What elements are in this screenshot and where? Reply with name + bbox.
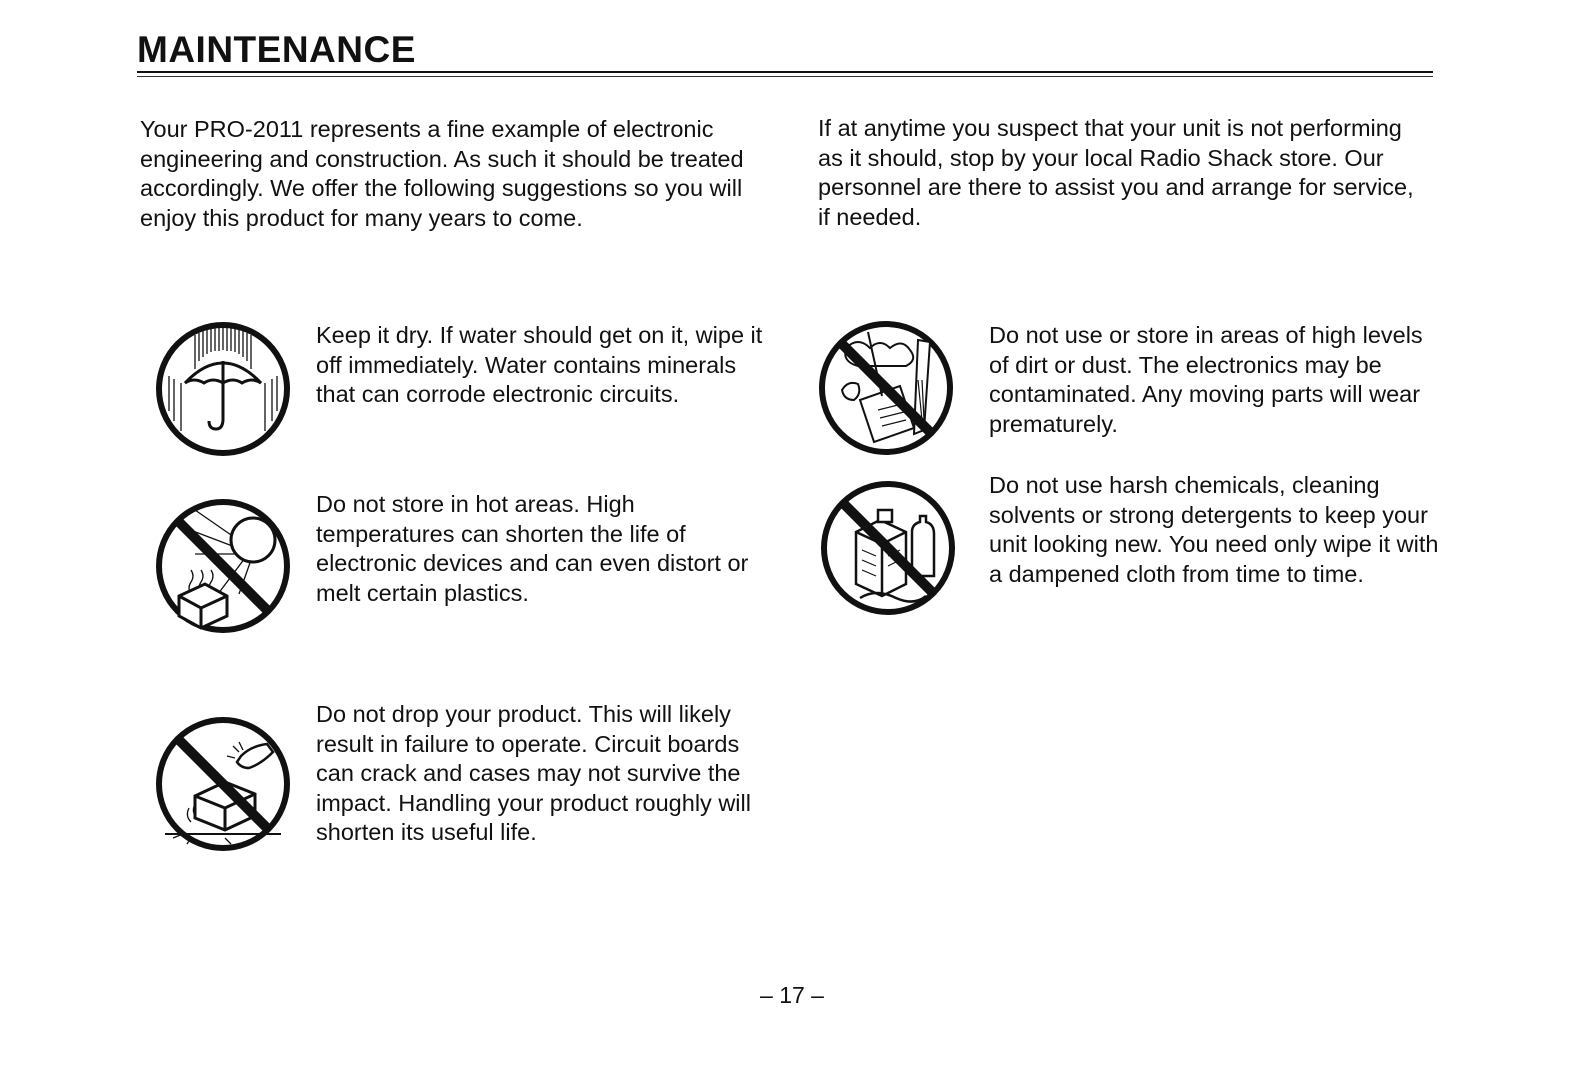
title-rule-thin: [137, 76, 1433, 77]
page-number: – 17 –: [760, 982, 824, 1008]
intro-paragraph-right: If at anytime you suspect that your unit is not performing as it should, stop by your local Radio Shack store. Our personnel are there to assist you and arrange for service, if needed.: [818, 115, 1414, 230]
no-heat-sun-icon: [155, 498, 291, 634]
tip-no-heat: Do not store in hot areas. High temperatures can shorten the life of electronic devices and can even distort or melt certain plastics.: [316, 491, 749, 606]
no-drop-icon: [155, 716, 291, 852]
page-title: MAINTENANCE: [137, 29, 416, 70]
no-dirt-dust-icon: [818, 320, 954, 456]
title-rule: [137, 71, 1433, 73]
tip-no-drop: Do not drop your product. This will likely result in failure to operate. Circuit boards can crack and cases may not survive the impact. Handling your product roughly will shorten its useful life.: [316, 701, 751, 846]
tip-keep-dry: Keep it dry. If water should get on it, wipe it off immediately. Water contains minerals that can corrode electronic circuits.: [316, 322, 763, 408]
umbrella-rain-icon: [155, 321, 291, 457]
tip-no-dirt: Do not use or store in areas of high levels of dirt or dust. The electronics may be contaminated. Any moving parts will wear prematurely.: [989, 322, 1423, 437]
tip-no-chemicals: Do not use harsh chemicals, cleaning solvents or strong detergents to keep your unit looking new. You need only wipe it with a dampened cloth from time to time.: [989, 472, 1439, 587]
no-chemicals-icon: [820, 480, 956, 616]
intro-paragraph-left: Your PRO-2011 represents a fine example of electronic engineering and construction. As such it should be treated accordingly. We offer the following suggestions so you will enjoy this product for many years to come.: [140, 116, 744, 231]
